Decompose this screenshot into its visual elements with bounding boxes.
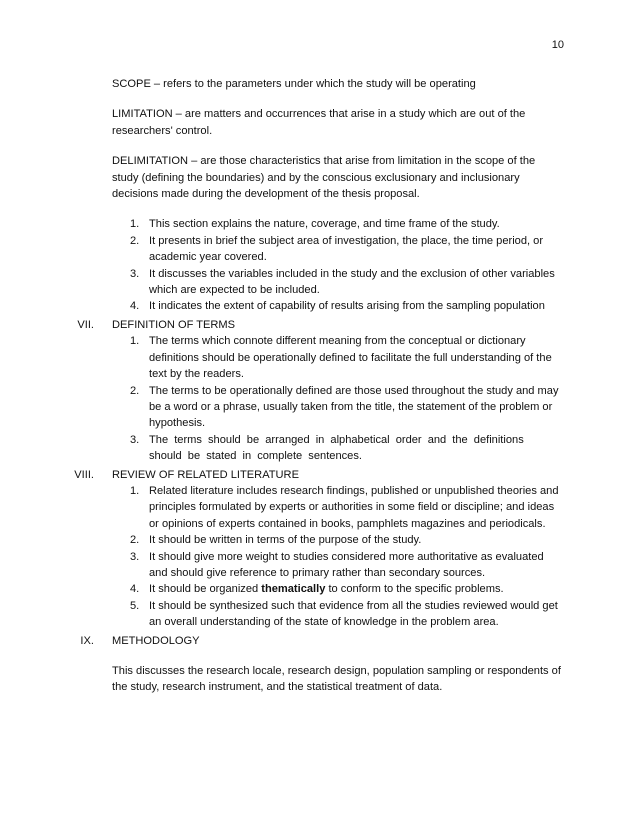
list-item — [112, 266, 562, 299]
limitation-definition: LIMITATION – are matters and occurrences that arise in a study which are out of the researchers' control. — [112, 108, 526, 137]
list-item-text: It should be synthesized such that evidence from all the studies reviewed would get an overall understanding of the state of knowledge in the problem area. — [149, 599, 558, 629]
review-of-literature-list — [112, 483, 562, 631]
definition-of-terms-list — [112, 333, 562, 464]
section-numeral: IX. — [80, 634, 94, 647]
list-item-number: 2. — [130, 384, 140, 397]
list-item — [112, 216, 562, 232]
list-item-text: The terms to be operationally defined are those used throughout the study and may be a word or a phrase, usually taken from the title, the statement of the problem or hypothesis. — [149, 384, 559, 430]
section-heading: METHODOLOGY — [112, 634, 200, 647]
list-item-number: 4. — [130, 300, 140, 313]
list-item-number: 3. — [130, 550, 140, 563]
page-number: 10 — [551, 39, 564, 51]
list-item-text: Related literature includes research findings, published or unpublished theories and principles formulated by experts or authorities in some field or discipline; and ideas or opinions of experts contained in books, pamphlets magazines and periodicals. — [149, 484, 559, 530]
section-numeral: VIII. — [74, 468, 94, 481]
list-item — [112, 233, 562, 266]
list-item-number: 3. — [130, 267, 140, 280]
list-item-number: 2. — [130, 534, 140, 547]
list-item — [112, 432, 562, 465]
list-item-text: It presents in brief the subject area of investigation, the place, the time period, or academic year covered. — [149, 234, 544, 264]
list-item-number: 1. — [130, 218, 140, 231]
list-item-text: This section explains the nature, coverage, and time frame of the study. — [149, 218, 500, 231]
section-definition-of-terms — [77, 317, 562, 465]
list-item-number: 3. — [130, 433, 140, 446]
section-methodology — [80, 633, 562, 696]
scope-list — [112, 216, 562, 314]
list-item-number: 1. — [130, 335, 140, 348]
list-item-text-start: It should be organized — [149, 583, 262, 596]
list-item-text-end: to conform to the specific problems. — [325, 583, 504, 596]
list-item-text: It should be written in terms of the purpose of the study. — [149, 534, 422, 547]
delimitation-definition: DELIMITATION – are those characteristics that arise from limitation in the scope of the study (defining the boundaries) and by the conscious exclusionary and inclusionary decisions made during the development of the thesis proposal. — [112, 155, 536, 201]
methodology-description: This discusses the research locale, research design, population sampling or respondents of the study, research instrument, and the statistical treatment of data. — [112, 665, 561, 694]
list-item-text: The terms which connote different meaning from the conceptual or dictionary definitions should be operationally defined to facilitate the full understanding of the text by the readers. — [149, 335, 552, 381]
list-item — [112, 483, 562, 532]
list-item — [112, 581, 562, 597]
list-item-number: 5. — [130, 599, 140, 612]
scope-definition: SCOPE – refers to the parameters under which the study will be operating — [112, 78, 476, 90]
emphasized-word: thematically — [261, 583, 326, 596]
section-numeral: VII. — [77, 318, 94, 331]
section-review-of-related-literature — [74, 467, 562, 631]
list-item — [112, 532, 562, 548]
list-item — [112, 333, 562, 382]
list-item-number: 1. — [130, 484, 140, 497]
list-item-text: It should give more weight to studies considered more authoritative as evaluated and should give reference to primary rather than secondary sources. — [149, 550, 544, 579]
list-item-text: The terms should be arranged in alphabetical order and the definitions should be stated in complete sentences. — [149, 433, 524, 463]
list-item-text: It indicates the extent of capability of results arising from the sampling population — [149, 300, 545, 313]
section-heading: REVIEW OF RELATED LITERATURE — [112, 468, 299, 481]
list-item — [112, 298, 562, 314]
list-item — [112, 598, 562, 631]
list-item — [112, 549, 562, 582]
spacer — [112, 649, 562, 663]
list-item-number: 2. — [130, 234, 140, 247]
list-item-number: 4. — [130, 583, 140, 596]
list-item-text: It discusses the variables included in the study and the exclusion of other variables which are expected to be included. — [149, 267, 555, 297]
list-item — [112, 383, 562, 432]
section-heading: DEFINITION OF TERMS — [112, 318, 236, 331]
page-content — [74, 76, 562, 710]
